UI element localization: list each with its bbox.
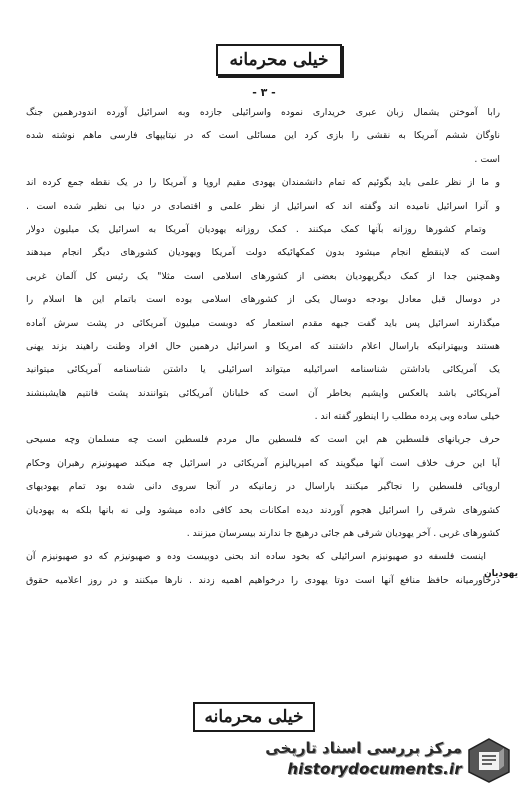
text-line: است .: [474, 153, 500, 165]
text-line: یک آمریکائی باداشتن شناسنامه اسرائیلیه میتواند اسرائیلی یا داشتن شناسنامه آمریکائی میتوانید: [26, 364, 500, 376]
text-line: آمریکائی باشد یالعکس وایشیم بخاطر آن است که خلبانان آمریکائی بتوانندند پشت فانتیم هایشبنشند: [26, 387, 500, 399]
text-line: کشورهای شرقی را اسرائیل هجوم آوردند دیده امکانات بحد کافی داده میشود ولی نه بانها بلکه به یهودیان: [26, 504, 500, 516]
text-line: و ما از نظر علمی باید بگوئیم که تمام دانشمندان یهودی مقیم اروپا و آمریکا را در یک نقطه جمع کرده اند: [26, 177, 500, 189]
text-line: است که لاینقطع انجام میشود بدون کمکهائیکه دولت آمریکا ویهودیان کشورهای دیگر انجام میدهند: [26, 247, 500, 259]
text-line: کشورهای غربی . آخر یهودیان شرقی هم جائی درهیچ جا ندارند بیسرسان میزنند .: [186, 528, 500, 540]
text-line: و آنرا اسرائیل نامیده اند وگفته اند که اسرائیل از نظر علمی و اقتصادی در دنیا بی نظیر شده است .: [26, 200, 500, 212]
watermark-name: مرکز بررسی اسناد تاریخی: [265, 739, 462, 757]
text-line: آیا این حرف خلاف است آنها میگویند که امپریالیزم آمریکائی در اسرائیل چه میکند صهیونیزم رهبران وحکام: [26, 457, 500, 469]
text-line: خیلی ساده وبی پرده مطلب را اینطور گفته اند .: [314, 411, 500, 423]
margin-note: یهودیان: [483, 569, 518, 579]
text-line: اروپائی فلسطین را نجاگیر میکنند باراسال در زمانیکه در آنجا سروی دانی شده بود تمام یهودیهای: [26, 481, 500, 493]
archive-logo-icon: [466, 736, 512, 784]
text-line: در دوسال قبل معادل بودجه دوسال یکی از کشورهای اسلامی بوده است باتمام این ها اسلام را: [26, 294, 500, 306]
text-line: حرف جریانهای فلسطین هم این است که فلسطین مال مردم فلسطین است چه مسلمان وچه مسیحی: [26, 434, 500, 446]
bottom-confidential-stamp: خیلی محرمانه: [193, 702, 315, 732]
text-line: رابا آموختن یشمال زبان عبری خریداری نموده واسرائیلی جازده وبه اسرائیل آورده اندودرهمین جنگ: [26, 107, 500, 118]
text-line: درخاورمیانه حافظ منافع آنها است دوتا یهودی را درخواهیم اهمیه زدند . نارها میکنند و در روز اعلامیه حقوق: [26, 574, 500, 586]
letter-body: [26, 101, 500, 592]
text-line: وتمام کشورها روزانه بآنها کمک میکنند . کمک روزانه یهودیان آمریکا به اسرائیل یک میلیون دولار: [26, 223, 486, 235]
watermark-url[interactable]: historydocuments.ir: [287, 760, 462, 778]
text-line: هستند وبیهترانیکه باراسال اعلام داشتند که امریکا و اسرائیل درهمین حال افراد وطنت راهیند بزند یهنی: [26, 340, 500, 352]
archive-watermark: [228, 734, 520, 786]
text-line: اینست فلسفه دو صهیونیزم اسرائیلی که بخود ساده اند بحنی دوبیست وده و صهیونیزم که دو صهیونیزم آن: [26, 551, 486, 563]
text-line: ناوگان ششم آمریکا به نقشی را بازی کرد این مسائلی است که در نیتایپهای فارسی ماهم نوشته شده: [26, 130, 500, 142]
text-line: میگذارند اسرائیل پس باید گفت جبهه مقدم استعمار که دوبست میلیون آمریکائی در پشت سرش آماده: [26, 317, 500, 329]
page-number: - ۳ -: [252, 86, 276, 99]
top-confidential-stamp: خیلی محرمانه: [216, 44, 342, 76]
text-line: وهمچنین جدا از کمک دیگریهودیان بعضی از کشورهای اسلامی است مثلا" یک رئیس کل آلمان غربی: [26, 270, 500, 282]
